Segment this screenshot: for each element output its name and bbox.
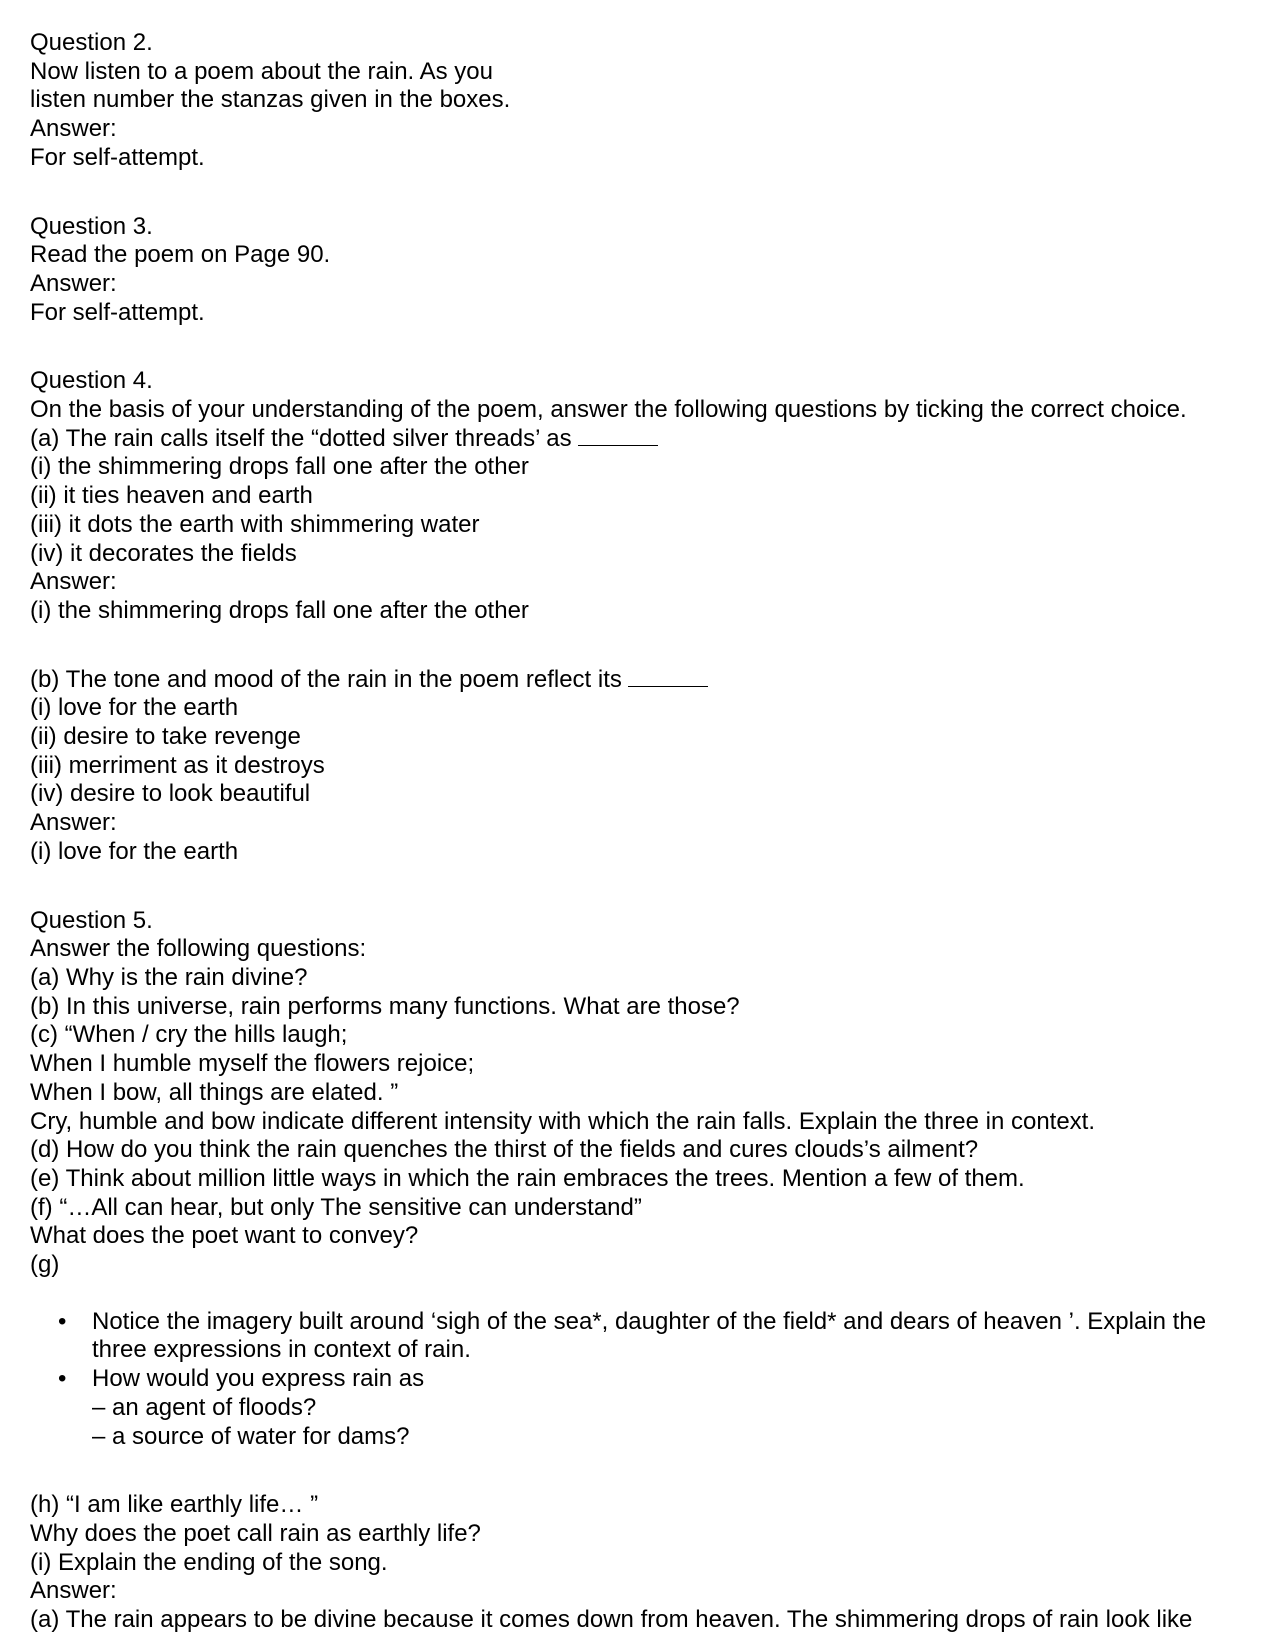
answer-text: For self-attempt.	[30, 143, 205, 171]
spacer	[30, 327, 1265, 367]
mcq-prompt-b	[30, 666, 1265, 695]
spacer	[30, 1451, 1265, 1491]
question-line: (g)	[30, 1251, 60, 1279]
bullet-list	[30, 1308, 1265, 1452]
question-title: Question 2.	[30, 29, 153, 56]
question-line: What does the poet want to convey?	[30, 1222, 419, 1250]
mcq-option: (iv) desire to look beautiful	[30, 780, 311, 808]
question-title: Question 5.	[30, 906, 153, 934]
mcq-option: (ii) desire to take revenge	[30, 723, 301, 751]
answer-label: Answer:	[30, 115, 117, 143]
question-line: Why does the poet call rain as earthly life?	[30, 1519, 481, 1547]
bullet-icon: •	[58, 1307, 67, 1335]
question-5	[30, 907, 1265, 1635]
question-line: (d) How do you think the rain quenches the thirst of the fields and cures clouds’s ailment?	[30, 1136, 979, 1164]
bullet-icon: •	[58, 1365, 67, 1393]
question-line: (f) “…All can hear, but only The sensitive can understand”	[30, 1193, 642, 1221]
bullet-text: How would you express rain as	[92, 1365, 425, 1393]
question-line: When I humble myself the flowers rejoice;	[30, 1050, 475, 1078]
mcq-option: (iii) it dots the earth with shimmering water	[30, 510, 480, 538]
fill-in-blank	[628, 668, 708, 687]
fill-in-blank	[578, 427, 658, 446]
question-line: (h) “I am like earthly life… ”	[30, 1491, 319, 1519]
answer-label: Answer:	[30, 568, 117, 596]
prompt-text: (b) The tone and mood of the rain in the poem reflect its	[30, 665, 622, 693]
answer-label: Answer:	[30, 1577, 117, 1605]
mcq-option: (i) love for the earth	[30, 694, 239, 722]
question-intro: On the basis of your understanding of the poem, answer the following questions by ticking the correct choice.	[30, 396, 1187, 424]
question-title: Question 3.	[30, 212, 153, 240]
mcq-option: (ii) it ties heaven and earth	[30, 482, 313, 510]
question-text: Now listen to a poem about the rain. As you	[30, 57, 493, 85]
answer-text: (i) the shimmering drops fall one after the other	[30, 596, 529, 624]
question-line: (b) In this universe, rain performs many functions. What are those?	[30, 992, 740, 1020]
question-line: (a) Why is the rain divine?	[30, 963, 308, 991]
spacer	[30, 867, 1265, 907]
answer-label: Answer:	[30, 809, 117, 837]
question-title: Question 4.	[30, 367, 153, 395]
question-line: (c) “When / cry the hills laugh;	[30, 1021, 348, 1049]
question-text: listen number the stanzas given in the boxes.	[30, 86, 511, 114]
bullet-text: Notice the imagery built around ‘sigh of the sea*, daughter of the field* and dears of heaven ’. Explain the three expressions in context of rain.	[92, 1307, 1207, 1364]
question-2	[30, 29, 1265, 173]
answer-label: Answer:	[30, 269, 117, 297]
prompt-text: (a) The rain calls itself the “dotted silver threads’ as	[30, 424, 572, 452]
bullet-subline: – a source of water for dams?	[92, 1422, 410, 1450]
mcq-prompt-a	[30, 425, 1265, 454]
bullet-subline: – an agent of floods?	[92, 1393, 317, 1421]
question-3	[30, 213, 1265, 328]
question-line: When I bow, all things are elated. ”	[30, 1078, 399, 1106]
spacer	[30, 626, 1265, 666]
document-page	[30, 29, 1265, 1635]
question-line: (i) Explain the ending of the song.	[30, 1548, 388, 1576]
mcq-option: (iii) merriment as it destroys	[30, 751, 325, 779]
answer-text: For self-attempt.	[30, 298, 205, 326]
question-line: (e) Think about million little ways in which the rain embraces the trees. Mention a few of them.	[30, 1164, 1025, 1192]
mcq-option: (iv) it decorates the fields	[30, 539, 297, 567]
question-intro: Answer the following questions:	[30, 935, 367, 963]
spacer	[30, 173, 1265, 213]
mcq-option: (i) the shimmering drops fall one after the other	[30, 453, 529, 481]
question-line: Cry, humble and bow indicate different intensity with which the rain falls. Explain the three in context.	[30, 1107, 1096, 1135]
answer-text: (a) The rain appears to be divine because it comes down from heaven. The shimmering drops of rain look like	[30, 1606, 1193, 1634]
question-4	[30, 367, 1265, 866]
bullet-item	[30, 1308, 1265, 1365]
bullet-item	[30, 1365, 1265, 1451]
answer-text: (i) love for the earth	[30, 837, 239, 865]
question-text: Read the poem on Page 90.	[30, 241, 331, 269]
